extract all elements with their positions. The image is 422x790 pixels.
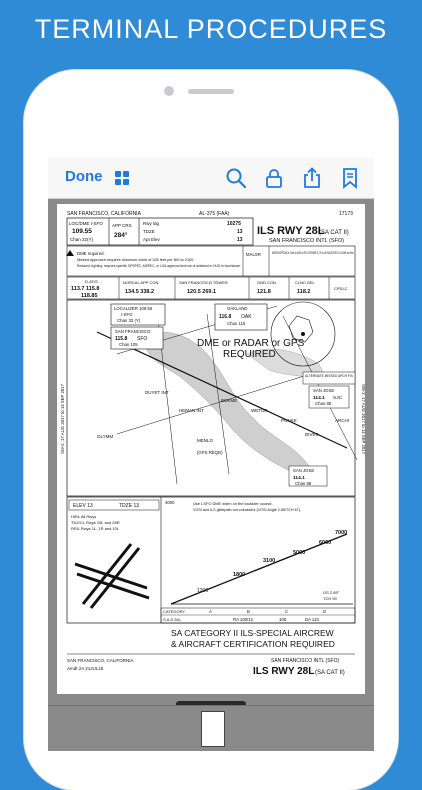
alt-missed-label: ALTERNATE MISSED APCH FIX [305,373,354,378]
sj-chan: Chan 88 [315,401,332,406]
missed-approach: MISSED APPROACH: Climb to 4000 on SFO VOR/DME R-275 to OLYMM INT/SFO 15.4 DME and hold. [272,251,354,255]
cpdlc: CPDLC [334,286,348,291]
dme-radar-note: DME or RADAR or GPS [197,338,305,349]
note-dme: DME required. [77,251,105,256]
profile-note: Use I-SFO DME when on the localizer course. [193,501,273,506]
fix-divec: DIVEC [305,432,319,437]
done-button[interactable]: Done [65,168,103,185]
alt-1200: 1200 [197,588,209,594]
malsr: MALSR [246,252,261,257]
tower-freq: 120.5 269.1 [187,289,217,295]
minima-row-label: S-ILS 28L [163,617,181,622]
minima-da: DA 113 [305,617,319,622]
sj-freq-lower: 114.1 [293,476,305,481]
alt-4000-profile: 4000 [165,500,175,505]
sj-name: SAN JOSE [313,388,335,393]
app-screen [48,158,374,750]
alt-1800: 1800 [233,572,246,578]
app-crs-label: APP CRS [112,223,132,228]
share-icon[interactable] [300,166,324,190]
minima-ra: 100 [279,617,287,622]
norcal-label: NORCAL APP CON [123,280,159,285]
speaker-grille [188,89,234,94]
plate-title: ILS RWY 28L [257,225,325,237]
tdz-cl: TDZ/CL Rwys 19L and 28R [71,520,120,525]
sj-name-lower: SAN JOSE [293,468,315,473]
sf-vor-name: SAN FRANCISCO [115,329,151,334]
sf-vor-id: SFO [137,336,148,342]
loc-channel: Chan 32(Y) [70,237,94,242]
oakland-freq: 116.8 [219,314,232,320]
lock-icon[interactable] [262,166,286,190]
oakland-name: OAKLAND [227,306,248,311]
oakland-id: OAK [241,314,252,320]
airport-diagram [75,544,149,608]
note-reduced: Reduced Lighting: requires specific OPSPEC, MSPEC, or LOA approval and use of autoland or HUD to touchdown. [77,264,241,268]
fix-menlo: MENLO [197,438,214,443]
gs-angle: GS 2.85° [323,590,340,595]
elev: ELEV 13 [73,503,93,509]
footer-title: ILS RWY 28L [253,666,315,677]
loc-label: LOC/DME I-SFO [69,221,103,226]
page-thumbnail[interactable] [201,711,225,747]
plate-number: 17173 [339,211,353,217]
fix-wetor: WETOR [251,408,268,413]
banner-title: TERMINAL PROCEDURES [34,14,388,44]
alt-7000: 7000 [335,530,348,536]
side-dates-right: SW-2, 17 AUG 2017 to 14 SEP 2017 [361,384,366,455]
gnd-label: GND CON [257,280,276,285]
tdze: 13 [237,229,243,235]
sa-category-note: SA CATEGORY II ILS-SPECIAL AIRCREW [171,628,334,638]
tower-label: SAN FRANCISCO TOWER [179,280,228,285]
apt-elev: 13 [237,237,243,243]
cat-c: C [285,609,289,614]
sa-certification-note: & AIRCRAFT CERTIFICATION REQUIRED [171,639,335,649]
fix-heman: HEMAN INT [179,408,204,413]
minima-value: RA 100/12 [233,617,254,622]
cat-a: A [209,609,212,614]
cat-b: B [247,609,250,614]
required-note: REQUIRED [223,349,276,360]
search-icon[interactable] [224,166,248,190]
footer-location: SAN FRANCISCO, CALIFORNIA [67,658,134,663]
front-camera [164,86,174,96]
plate-title-cat: (SA CAT II) [319,230,349,236]
side-dates-left: SW-2, 17 AUG 2017 to 14 SEP 2017 [60,383,65,454]
fix-archi: ARCHI [335,418,350,423]
plate-airport: SAN FRANCISCO INTL (SFO) [269,238,344,244]
clnc-freq: 118.2 [297,289,311,295]
thumbnail-strip[interactable] [48,705,374,751]
loc-frequency: 109.55 [72,228,92,235]
datis-label: D-ATIS [85,279,98,284]
alt-3100: 3100 [263,558,276,564]
app-crs: 284° [114,232,128,239]
apt-elev-label: Apt Elev [143,237,160,242]
gps-reqd: (GPS REQD) [197,450,223,455]
alt-5000: 5000 [293,550,306,556]
plate-ref: AL-375 (FAA) [199,211,230,217]
hirl: HIRL All Rwys [71,514,97,519]
tch: TCH 59 [323,596,337,601]
approach-plate-page[interactable] [57,204,365,694]
plate-location: SAN FRANCISCO, CALIFORNIA [67,211,141,217]
reil: REIL Rwys 1L, 1R and 10L [71,526,120,531]
fix-ponke: PONKE [281,418,297,423]
fix-bokme: BOKME [221,398,238,403]
sj-id: SJC [333,396,343,401]
oakland-chan: Chan 115 [227,321,246,326]
sj-freq: 114.1 [313,396,325,401]
localizer-chan: Chan 32 (Y) [117,318,141,323]
tdze-bottom: TDZE 13 [119,503,140,509]
footer-cat: (SA CAT II) [315,670,345,676]
sf-vor-chan: Chan 105 [119,342,138,347]
sj-chan-lower: Chan 88 [295,481,312,486]
note-missed: Missed approach requires minimum climb of 325 feet per NM to 2100. [77,258,195,262]
footer-amdt: Amdt 2A 21JUL16 [67,666,104,671]
gnd-freq: 121.8 [257,289,271,295]
localizer-id: I-SFO [121,312,133,317]
document-viewer[interactable] [48,199,374,705]
category-label: CATEGORY [163,609,186,614]
footer-airport: SAN FRANCISCO INTL (SFO) [271,658,340,664]
sf-vor-freq: 115.8 [115,336,128,342]
grid-icon[interactable] [110,166,134,190]
bookmark-icon[interactable] [338,166,362,190]
datis-freq-1: 113.7 115.8 [71,286,100,292]
norcal-freq: 134.5 338.2 [125,289,155,295]
vgsi-note: VGSI and ILS glidepath not coincident (VGSI Angle 2.85/TCH 67). [193,507,301,512]
localizer-box: LOCALIZER 109.55 [114,306,153,311]
fix-duyet: DUYET INT [145,390,169,395]
datis-freq-2: 118.85 [81,293,98,299]
rwy-ldg: 10275 [227,221,241,227]
top-toolbar [48,158,374,199]
alt-6000: 6000 [319,540,332,546]
rwy-ldg-label: Rwy ldg [143,221,160,226]
clnc-label: CLNC DEL [295,280,315,285]
cat-d: D [323,609,327,614]
approach-plate [57,204,365,694]
tdze-label: TDZE [143,229,155,234]
fix-olymm: OLYMM [97,434,114,439]
